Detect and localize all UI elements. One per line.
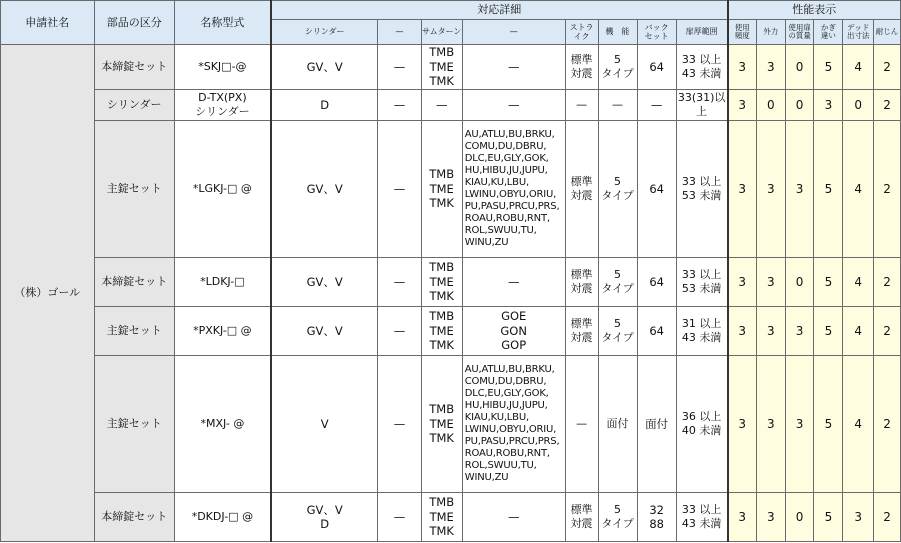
perf-key-variation: 5 [814, 307, 843, 356]
perf-frequency: 3 [728, 258, 757, 307]
perf-key-variation: 5 [814, 258, 843, 307]
header-door-thickness: 扉厚範囲 [676, 20, 727, 45]
part-category: 本締錠セット [94, 45, 174, 90]
cylinder-type: GV、V [271, 307, 378, 356]
backset-value: 64 [637, 45, 676, 90]
header-dash1: — [378, 20, 421, 45]
perf-frequency: 3 [728, 307, 757, 356]
backset-value: 64 [637, 258, 676, 307]
perf-force: 3 [756, 493, 785, 542]
perf-key-variation: 5 [814, 493, 843, 542]
perf-force: 3 [756, 258, 785, 307]
perf-force: 3 [756, 45, 785, 90]
header-function: 機 能 [598, 20, 637, 45]
part-category: 主錠セット [94, 121, 174, 258]
model-number: D-TX(PX) シリンダー [174, 90, 271, 121]
compatible-codes: — [462, 258, 565, 307]
backset-value: 64 [637, 121, 676, 258]
cylinder-type: GV、V [271, 121, 378, 258]
strike-type: 標準 対震 [565, 121, 598, 258]
door-thickness-range: 33 以上 53 未満 [676, 258, 727, 307]
thumbturn-types: TMB TME TMK [421, 121, 462, 258]
perf-frequency: 3 [728, 45, 757, 90]
perf-deadbolt: 4 [843, 356, 874, 493]
dash-column: — [378, 90, 421, 121]
applicant-name: （株）ゴール [1, 45, 95, 542]
perf-key-variation: 5 [814, 356, 843, 493]
dash-column: — [378, 307, 421, 356]
strike-type: 標準 対震 [565, 493, 598, 542]
compatible-codes: — [462, 45, 565, 90]
header-perf-group: 性能表示 [728, 1, 901, 20]
model-number: *DKDJ-□ @ [174, 493, 271, 542]
perf-deadbolt: 4 [843, 307, 874, 356]
dash-column: — [378, 258, 421, 307]
model-number: *LGKJ-□ @ [174, 121, 271, 258]
header-cylinder: シリンダー [271, 20, 378, 45]
dash-column: — [378, 493, 421, 542]
function-type: 5 タイプ [598, 493, 637, 542]
perf-deadbolt: 4 [843, 121, 874, 258]
backset-value: — [637, 90, 676, 121]
perf-force: 0 [756, 90, 785, 121]
cylinder-type: GV、V [271, 45, 378, 90]
function-type: 5 タイプ [598, 307, 637, 356]
model-number: *PXKJ-□ @ [174, 307, 271, 356]
perf-dust: 2 [874, 356, 901, 493]
door-thickness-range: 33 以上 43 未満 [676, 493, 727, 542]
perf-dust: 2 [874, 493, 901, 542]
table-row [1, 45, 901, 90]
perf-dust: 2 [874, 258, 901, 307]
backset-value: 面付 [637, 356, 676, 493]
perf-deadbolt: 4 [843, 258, 874, 307]
part-category: 本締錠セット [94, 493, 174, 542]
perf-deadbolt: 0 [843, 90, 874, 121]
part-category: 本締錠セット [94, 258, 174, 307]
perf-dust: 2 [874, 307, 901, 356]
door-thickness-range: 33(31)以上 [676, 90, 727, 121]
part-category: 主錠セット [94, 307, 174, 356]
perf-deadbolt: 3 [843, 493, 874, 542]
header-applicant: 申請社名 [1, 1, 95, 45]
cylinder-type: GV、V [271, 258, 378, 307]
door-thickness-range: 36 以上 40 未満 [676, 356, 727, 493]
thumbturn-types: TMB TME TMK [421, 45, 462, 90]
function-type: 5 タイプ [598, 258, 637, 307]
backset-value: 32 88 [637, 493, 676, 542]
model-number: *LDKJ-□ [174, 258, 271, 307]
function-type: 5 タイプ [598, 121, 637, 258]
header-perf-deadbolt: デッド 出寸法 [843, 20, 874, 45]
cylinder-type: V [271, 356, 378, 493]
function-type: — [598, 90, 637, 121]
perf-dust: 2 [874, 121, 901, 258]
header-perf-force: 外力 [756, 20, 785, 45]
perf-door-mass: 0 [785, 493, 814, 542]
table-row [1, 356, 901, 493]
perf-frequency: 3 [728, 121, 757, 258]
thumbturn-types: — [421, 90, 462, 121]
perf-door-mass: 0 [785, 90, 814, 121]
header-backset: バック セット [637, 20, 676, 45]
function-type: 5 タイプ [598, 45, 637, 90]
thumbturn-types: TMB TME TMK [421, 307, 462, 356]
table-row [1, 258, 901, 307]
perf-frequency: 3 [728, 90, 757, 121]
header-perf-frequency: 使用 頻度 [728, 20, 757, 45]
strike-type: 標準 対震 [565, 258, 598, 307]
perf-force: 3 [756, 121, 785, 258]
cylinder-type: D [271, 90, 378, 121]
door-thickness-range: 33 以上 43 未満 [676, 45, 727, 90]
part-category: 主錠セット [94, 356, 174, 493]
table-row [1, 121, 901, 258]
header-details-group: 対応詳細 [271, 1, 728, 20]
thumbturn-types: TMB TME TMK [421, 493, 462, 542]
header-perf-door-mass: 使用扉 の質量 [785, 20, 814, 45]
perf-dust: 2 [874, 90, 901, 121]
perf-frequency: 3 [728, 356, 757, 493]
header-model: 名称型式 [174, 1, 271, 45]
perf-door-mass: 3 [785, 356, 814, 493]
compatible-codes: GOE GON GOP [462, 307, 565, 356]
perf-door-mass: 3 [785, 121, 814, 258]
header-perf-dust: 耐じん [874, 20, 901, 45]
strike-type: — [565, 90, 598, 121]
table-row [1, 493, 901, 542]
part-category: シリンダー [94, 90, 174, 121]
perf-dust: 2 [874, 45, 901, 90]
cylinder-type: GV、V D [271, 493, 378, 542]
table-row [1, 307, 901, 356]
strike-type: — [565, 356, 598, 493]
compatible-codes: — [462, 493, 565, 542]
header-perf-key-variation: かぎ 違い [814, 20, 843, 45]
dash-column: — [378, 356, 421, 493]
door-thickness-range: 31 以上 43 未満 [676, 307, 727, 356]
model-number: *MXJ- @ [174, 356, 271, 493]
table-row [1, 90, 901, 121]
dash-column: — [378, 45, 421, 90]
perf-key-variation: 3 [814, 90, 843, 121]
header-strike: ストラ イク [565, 20, 598, 45]
perf-force: 3 [756, 356, 785, 493]
strike-type: 標準 対震 [565, 45, 598, 90]
thumbturn-types: TMB TME TMK [421, 356, 462, 493]
backset-value: 64 [637, 307, 676, 356]
header-dash2: — [462, 20, 565, 45]
perf-frequency: 3 [728, 493, 757, 542]
perf-door-mass: 3 [785, 307, 814, 356]
strike-type: 標準 対震 [565, 307, 598, 356]
compatible-codes: AU,ATLU,BU,BRKU, COMU,DU,DBRU, DLC,EU,GLY,GOK, HU,HIBU,JU,JUPU, KIAU,KU,LBU, LWINU,OBYU,ORIU, PU,PASU,PRCU,PRS, ROAU,ROBU,RNT, ROL,SWUU,TU, WINU,ZU [462, 121, 565, 258]
dash-column: — [378, 121, 421, 258]
compatible-codes: AU,ATLU,BU,BRKU, COMU,DU,DBRU, DLC,EU,GLY,GOK, HU,HIBU,JU,JUPU, KIAU,KU,LBU, LWINU,OBYU,ORIU, PU,PASU,PRCU,PRS, ROAU,ROBU,RNT, ROL,SWUU,TU, WINU,ZU [462, 356, 565, 493]
thumbturn-types: TMB TME TMK [421, 258, 462, 307]
table-body [1, 45, 901, 542]
perf-key-variation: 5 [814, 45, 843, 90]
model-number: *SKJ□-@ [174, 45, 271, 90]
perf-door-mass: 0 [785, 45, 814, 90]
compatible-codes: — [462, 90, 565, 121]
perf-key-variation: 5 [814, 121, 843, 258]
header-thumbturn: サムターン [421, 20, 462, 45]
function-type: 面付 [598, 356, 637, 493]
door-thickness-range: 33 以上 53 未満 [676, 121, 727, 258]
perf-deadbolt: 4 [843, 45, 874, 90]
perf-door-mass: 0 [785, 258, 814, 307]
perf-force: 3 [756, 307, 785, 356]
header-category: 部品の区分 [94, 1, 174, 45]
